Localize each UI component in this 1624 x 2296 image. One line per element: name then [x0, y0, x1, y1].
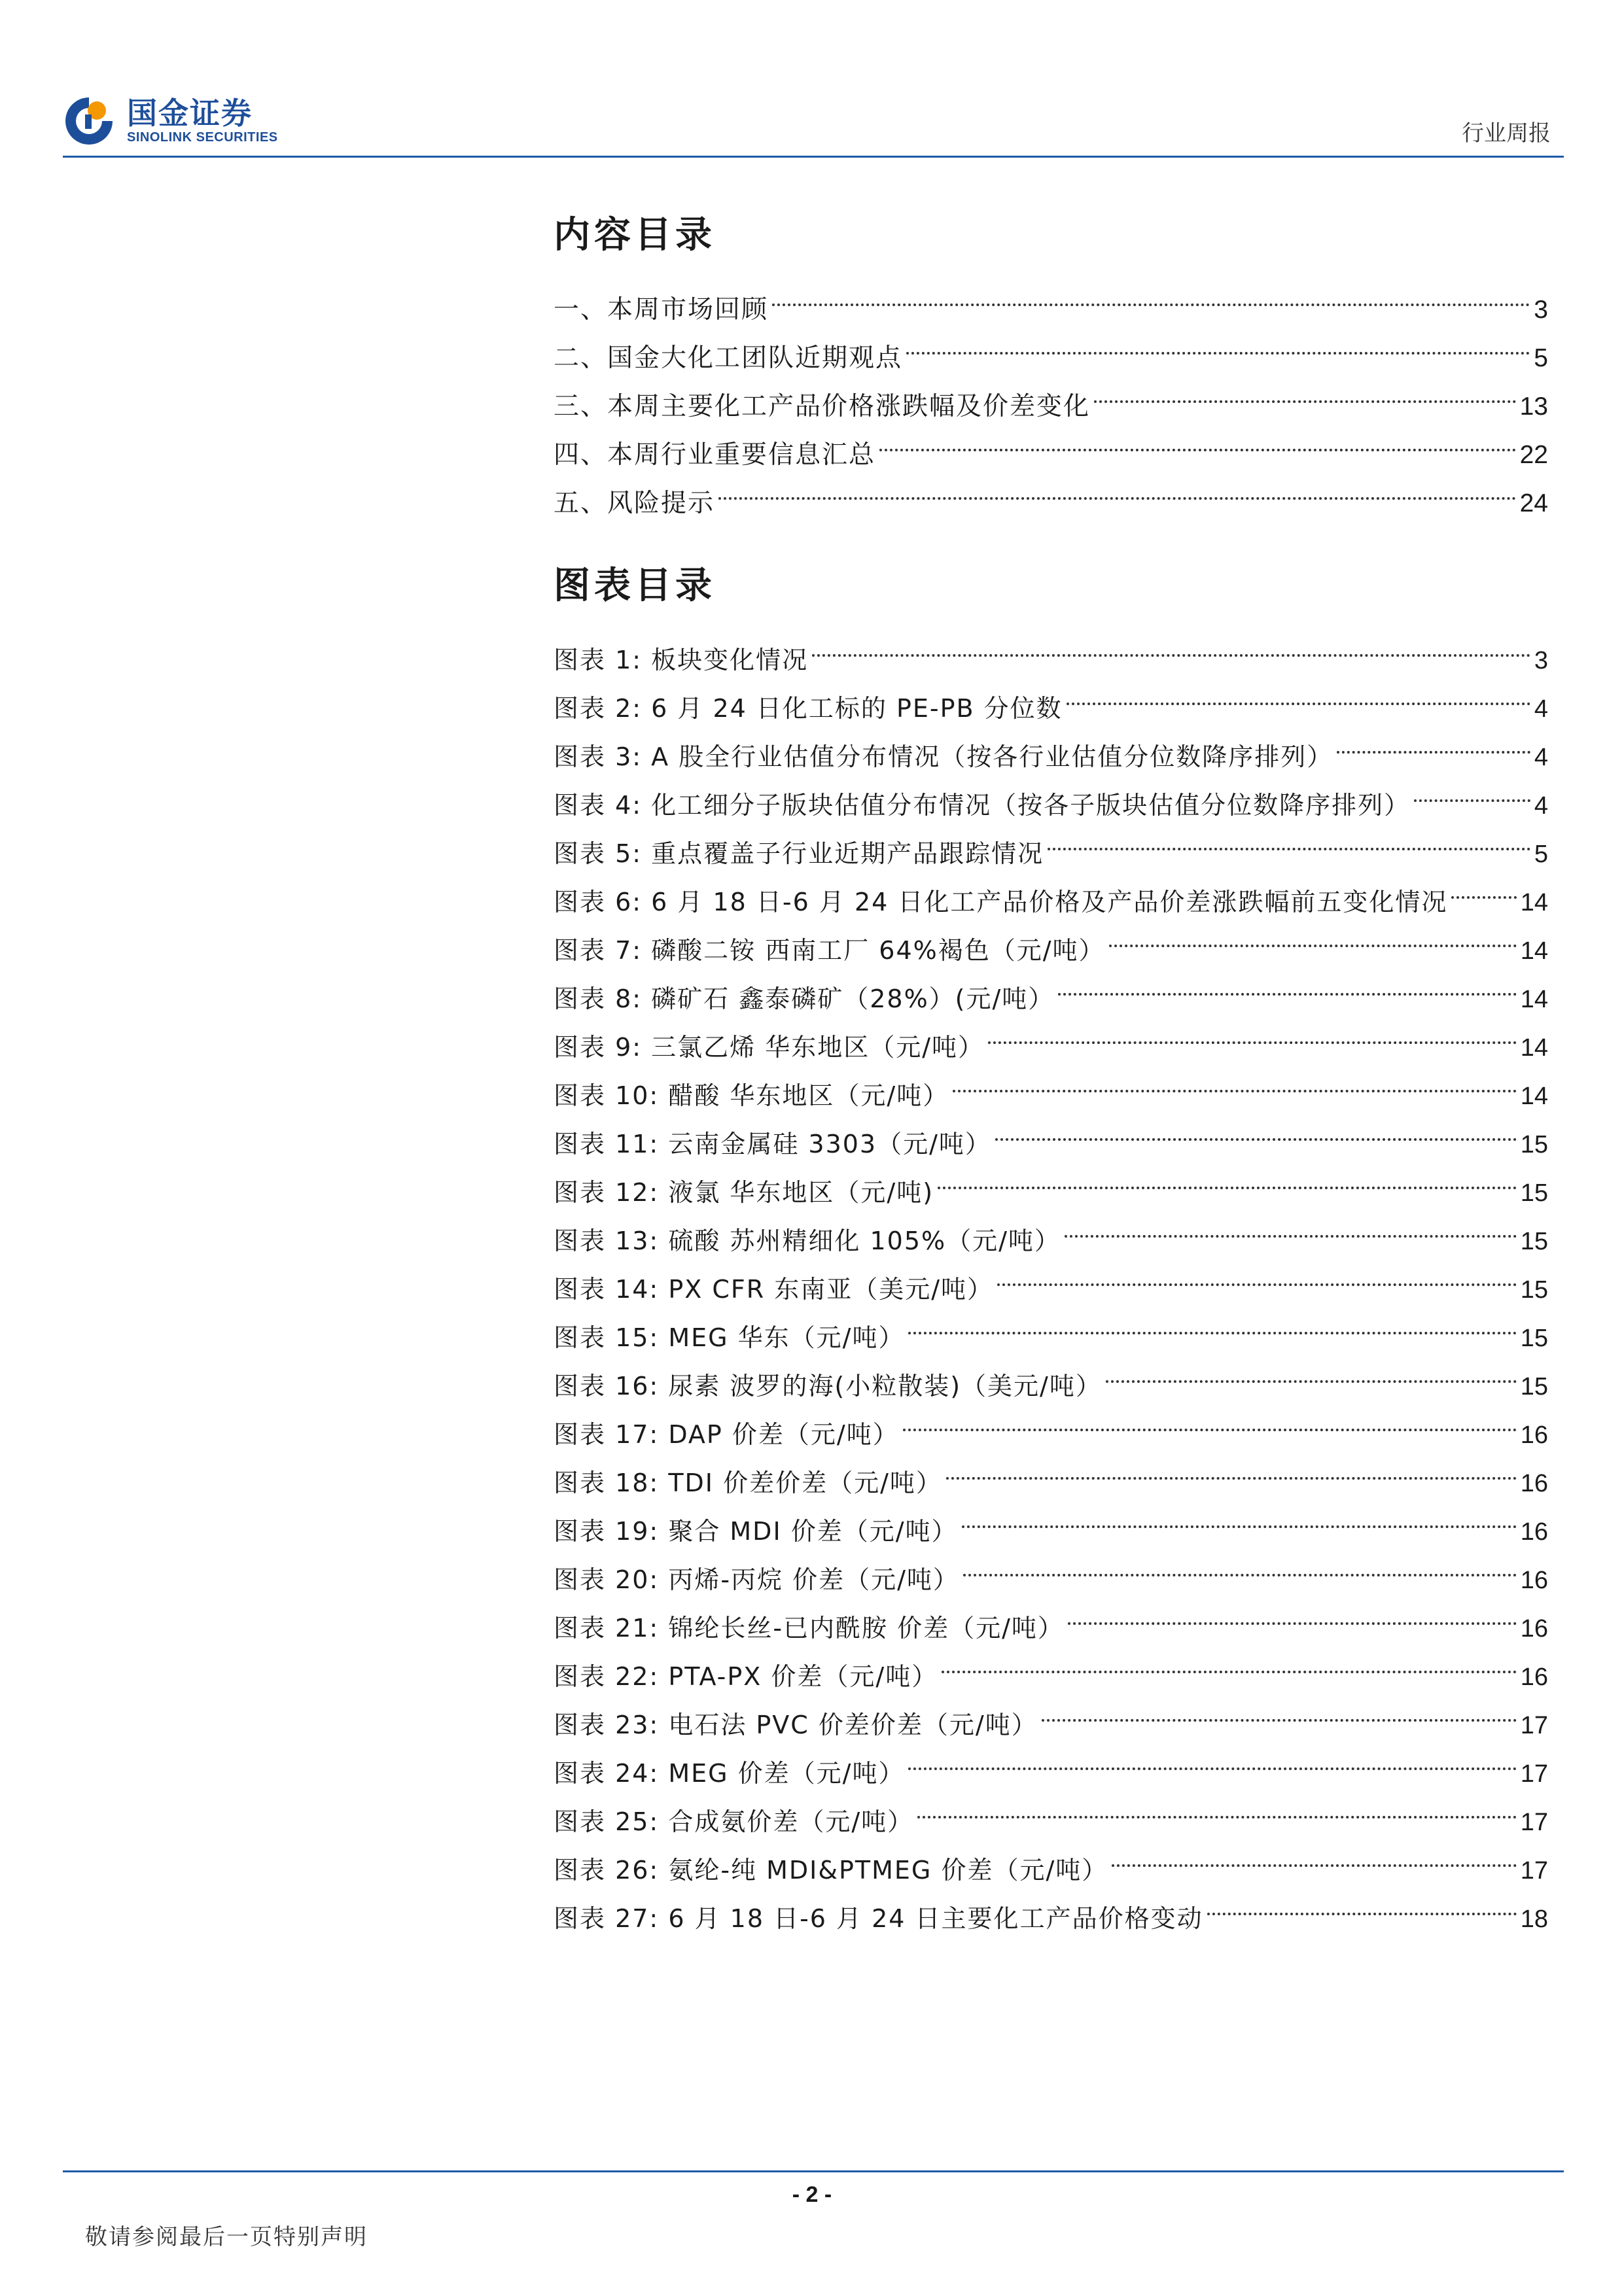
contents-title: 内容目录 [554, 214, 716, 256]
toc-entry-label: 图表 5: 重点覆盖子行业近期产品跟踪情况 [554, 839, 1044, 868]
toc-entry-label: 图表 17: DAP 价差（元/吨） [554, 1420, 899, 1449]
page-header [63, 92, 1564, 157]
toc-entry-label: 图表 14: PX CFR 东南亚（美元/吨） [554, 1275, 994, 1304]
toc-entry-page: 4 [1534, 695, 1548, 723]
toc-entry-page: 15 [1520, 1325, 1548, 1352]
dot-leader [903, 1395, 1517, 1443]
toc-entry-page: 22 [1519, 441, 1548, 469]
toc-entry-label: 图表 16: 尿素 波罗的海(小粒散装)（美元/吨） [554, 1372, 1102, 1400]
toc-entry-page: 13 [1519, 392, 1548, 421]
header-divider [63, 156, 1564, 158]
toc-entry-label: 图表 4: 化工细分子版块估值分布情况（按各子版块估值分位数降序排列） [554, 791, 1411, 820]
toc-entry-label: 图表 7: 磷酸二铵 西南工厂 64%褐色（元/吨） [554, 936, 1105, 965]
dot-leader [1094, 366, 1516, 415]
dot-leader [879, 415, 1516, 463]
toc-entry-label: 四、本周行业重要信息汇总 [554, 440, 876, 470]
figure-entry[interactable] [554, 620, 1548, 674]
dot-leader [1065, 1201, 1517, 1249]
toc-entry-label: 图表 6: 6 月 18 日-6 月 24 日化工产品价格及产品价差涨跌幅前五变化情况 [554, 888, 1448, 916]
toc-entry-page: 15 [1520, 1276, 1548, 1304]
toc-entry-page: 5 [1534, 841, 1548, 868]
logo-english-name: SINOLINK SECURITIES [127, 130, 278, 145]
dot-leader [1048, 814, 1530, 862]
toc-entry-label: 图表 18: TDI 价差价差（元/吨） [554, 1469, 942, 1497]
toc-entry-label: 三、本周主要化工产品价格涨跌幅及价差变化 [554, 392, 1091, 421]
toc-entry-label: 五、风险提示 [554, 489, 715, 518]
toc-entry-label: 图表 1: 板块变化情况 [554, 646, 809, 674]
dot-leader [908, 1298, 1516, 1346]
toc-entry-page: 16 [1520, 1518, 1548, 1546]
toc-entry-page: 17 [1520, 1809, 1548, 1836]
dot-leader [1106, 1346, 1517, 1395]
toc-entry-page: 4 [1534, 792, 1548, 820]
toc-entry-page: 16 [1520, 1470, 1548, 1497]
toc-entry-label: 图表 25: 合成氨价差（元/吨） [554, 1807, 914, 1836]
toc-entry-label: 图表 3: A 股全行业估值分布情况（按各行业估值分位数降序排列） [554, 742, 1333, 771]
dot-leader [963, 1540, 1517, 1588]
figures-list [554, 620, 1548, 1933]
dot-leader [962, 1491, 1517, 1540]
toc-entry-page: 15 [1520, 1228, 1548, 1255]
dot-leader [942, 1637, 1517, 1685]
dot-leader [1058, 959, 1516, 1007]
toc-entry-page: 3 [1534, 647, 1548, 674]
toc-entry-page: 15 [1520, 1373, 1548, 1400]
dot-leader [946, 1443, 1517, 1491]
toc-entry-page: 17 [1520, 1760, 1548, 1788]
report-type-label: 行业周报 [1462, 120, 1551, 147]
toc-entry-label: 图表 21: 锦纶长丝-已内酰胺 价差（元/吨） [554, 1614, 1064, 1643]
logo-chinese-name: 国金证券 [127, 96, 253, 131]
toc-entry-page: 18 [1520, 1905, 1548, 1933]
toc-entry-label: 图表 2: 6 月 24 日化工标的 PE-PB 分位数 [554, 694, 1063, 723]
toc-entry-page: 17 [1520, 1712, 1548, 1739]
toc-entry-page: 14 [1520, 1083, 1548, 1110]
toc-entry-page: 16 [1520, 1663, 1548, 1691]
contents-section [554, 209, 1548, 518]
toc-entry-page: 3 [1534, 296, 1548, 324]
toc-entry-page: 5 [1534, 344, 1548, 372]
dot-leader [1067, 669, 1530, 717]
toc-entry-label: 图表 15: MEG 华东（元/吨） [554, 1323, 905, 1352]
dot-leader [1414, 765, 1530, 814]
figures-title: 图表目录 [554, 565, 716, 607]
dot-leader [1337, 717, 1530, 765]
toc-entry-label: 图表 10: 醋酸 华东地区（元/吨） [554, 1081, 949, 1110]
toc-entry-page: 14 [1520, 937, 1548, 965]
dot-leader [812, 620, 1530, 669]
toc-entry-label: 图表 22: PTA-PX 价差（元/吨） [554, 1662, 938, 1691]
toc-entry-page: 16 [1520, 1615, 1548, 1643]
dot-leader [953, 1056, 1517, 1104]
dot-leader [1451, 862, 1516, 911]
page-number: - 2 - [792, 2182, 832, 2207]
toc-entry-label: 图表 8: 磷矿石 鑫泰磷矿（28%）(元/吨） [554, 984, 1055, 1013]
sinolink-logo-icon [63, 95, 115, 147]
toc-entry-label: 图表 27: 6 月 18 日-6 月 24 日主要化工产品价格变动 [554, 1904, 1203, 1933]
toc-entry-label: 图表 23: 电石法 PVC 价差价差（元/吨） [554, 1711, 1038, 1739]
toc-entry-label: 一、本周市场回顾 [554, 295, 769, 324]
toc-entry-label: 图表 24: MEG 价差（元/吨） [554, 1759, 905, 1788]
dot-leader [1109, 911, 1517, 959]
dot-leader [718, 463, 1516, 512]
dot-leader [908, 1733, 1516, 1782]
toc-entry-page: 17 [1520, 1857, 1548, 1885]
toc-entry-label: 图表 9: 三氯乙烯 华东地区（元/吨） [554, 1033, 985, 1062]
toc-entry-label: 图表 11: 云南金属硅 3303（元/吨） [554, 1130, 991, 1158]
toc-entry-page: 24 [1519, 489, 1548, 517]
dot-leader [772, 270, 1530, 318]
toc-entry-label: 二、国金大化工团队近期观点 [554, 343, 903, 373]
company-logo [63, 92, 278, 150]
contents-entry[interactable] [554, 270, 1548, 324]
toc-entry-page: 4 [1534, 744, 1548, 771]
dot-leader [1042, 1685, 1517, 1733]
toc-entry-page: 15 [1520, 1131, 1548, 1158]
contents-list [554, 270, 1548, 518]
dot-leader [938, 1153, 1517, 1201]
toc-entry-label: 图表 12: 液氯 华东地区（元/吨) [554, 1178, 934, 1207]
toc-entry-page: 14 [1520, 889, 1548, 916]
dot-leader [1068, 1588, 1517, 1637]
toc-entry-page: 16 [1520, 1567, 1548, 1594]
dot-leader [1112, 1830, 1516, 1879]
dot-leader [997, 1249, 1517, 1298]
dot-leader [1207, 1879, 1517, 1927]
dot-leader [906, 318, 1530, 366]
toc-entry-label: 图表 13: 硫酸 苏州精细化 105%（元/吨） [554, 1226, 1061, 1255]
toc-entry-page: 15 [1520, 1179, 1548, 1207]
dot-leader [988, 1007, 1517, 1056]
figures-section [554, 560, 1548, 1933]
toc-entry-page: 14 [1520, 1034, 1548, 1062]
footer-divider [63, 2170, 1564, 2172]
dot-leader [917, 1782, 1517, 1830]
toc-content [554, 209, 1548, 1933]
toc-entry-label: 图表 19: 聚合 MDI 价差（元/吨） [554, 1517, 958, 1546]
toc-entry-page: 16 [1520, 1421, 1548, 1449]
dot-leader [995, 1104, 1517, 1153]
toc-entry-label: 图表 20: 丙烯-丙烷 价差（元/吨） [554, 1565, 959, 1594]
toc-entry-label: 图表 26: 氨纶-纯 MDI&PTMEG 价差（元/吨） [554, 1856, 1108, 1885]
footer-disclaimer: 敬请参阅最后一页特别声明 [85, 2224, 368, 2250]
toc-entry-page: 14 [1520, 986, 1548, 1013]
